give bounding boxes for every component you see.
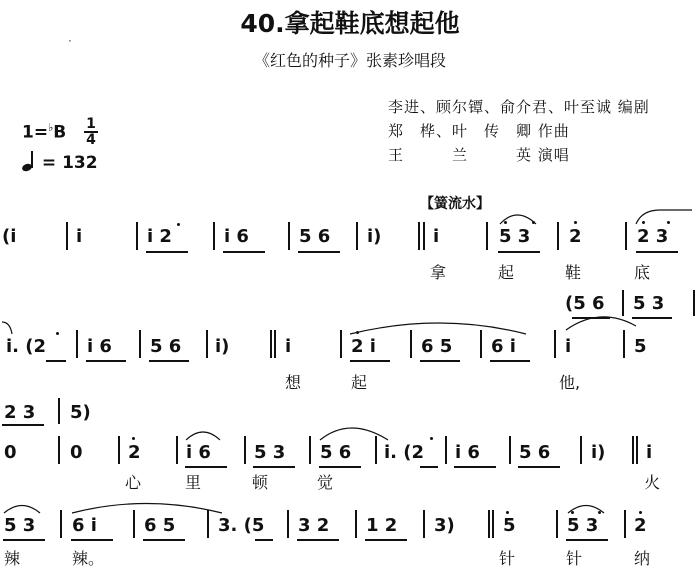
note-cell: 6 i [491,336,516,357]
note-cell: 5 3 [633,293,665,314]
note-cell: 1 2 [366,515,398,536]
note-cell: 3 2 [298,515,330,536]
barline [492,510,494,538]
barline [486,222,488,250]
octave-dot [356,331,359,334]
barline [375,436,377,464]
page-subtitle: 《红色的种子》张素珍唱段 [253,51,446,70]
octave-dot [574,221,577,224]
underline [185,466,227,468]
note-cell: 5 3 [254,442,286,463]
underline [454,466,496,468]
credit-singer: 王 兰 英 演唱 [388,146,570,164]
note-cell: 5 6 [320,442,352,463]
underline [2,424,44,426]
note-cell: 6 5 [421,336,453,357]
slur [320,428,388,440]
barline [580,436,582,464]
note-cell: 5 6 [519,442,551,463]
note-cell: 5 3 [499,226,531,247]
underline [223,251,265,253]
note-cell: i. (2 [6,336,47,357]
lyric-char: 火 [644,473,661,492]
note-cell: 5 6 [150,336,182,357]
barline [355,510,357,538]
underline [298,251,340,253]
underline [297,539,339,541]
underline [636,251,678,253]
note-cell: i 6 [87,336,112,357]
barline [693,290,695,316]
note-cell: i) [591,442,606,463]
credit-composers: 郑 桦、叶 传 卿 作曲 [388,122,570,140]
barline [625,222,627,250]
tempo-value: = 132 [41,153,98,173]
underline [572,317,610,319]
note-cell: i 2 [147,226,172,247]
underline [3,539,45,541]
barline [410,330,412,358]
barline [58,398,60,424]
note-cell: i 6 [224,226,249,247]
lyric-char: 辣。 [72,549,105,568]
underline [86,360,126,362]
underline [253,466,295,468]
barline [557,222,559,250]
barline [206,330,208,358]
barline [636,436,638,464]
lyric-char: 针 [566,549,583,568]
slur [566,317,636,330]
note-cell: i) [367,226,382,247]
underline [149,360,189,362]
note-cell: 2 [128,442,141,463]
note-cell: i) [215,336,230,357]
octave-dot [56,332,59,335]
barline [58,436,60,464]
barline [554,330,556,358]
barline [624,510,626,538]
octave-dot [430,437,433,440]
lyric-char: 鞋 [565,263,582,282]
note-cell: i [433,226,440,247]
note-cell: 2 i [351,336,376,357]
scan-mark: · [68,34,72,48]
meter-denominator: 4 [84,131,98,147]
lyric-char: 底 [634,263,651,282]
barline [622,290,624,316]
note-cell: 2 3 [637,226,669,247]
barline [556,510,558,538]
note-cell: i [285,336,292,357]
note-cell: (i [2,226,17,247]
barline [423,510,425,538]
underline [71,539,113,541]
underline [566,539,608,541]
slur [72,504,222,514]
underline [255,539,273,541]
octave-dot [571,511,574,514]
note-cell: 5) [70,402,91,423]
barline [480,330,482,358]
barline [60,510,62,538]
note-cell: 2 [634,515,647,536]
octave-dot [177,223,180,226]
note-cell: 6 5 [144,515,176,536]
note-cell: i 6 [186,442,211,463]
note-cell: 3) [434,515,455,536]
note-cell: i [565,336,572,357]
note-cell: i [646,442,653,463]
key-signature [22,121,66,143]
barline [274,330,276,358]
lyric-char: 觉 [317,473,334,492]
barline [445,436,447,464]
underline [143,539,185,541]
note-cell: 5 6 [299,226,331,247]
tempo-marking [22,151,98,173]
note-cell: 2 3 [4,402,36,423]
lyric-char: 心 [125,473,142,492]
underline [365,539,407,541]
page-title: 40.拿起鞋底想起他 [240,9,460,38]
underline [490,360,530,362]
note-cell: 3. (5 [218,515,265,536]
section-label: 【簧流水】 [420,196,490,212]
note-cell: (5 6 [565,293,605,314]
credit-writers: 李进、顾尔镡、俞介君、叶至诚 编剧 [388,98,650,116]
note-cell: 2 [569,226,582,247]
barline [623,330,625,358]
octave-dot [506,511,509,514]
underline [146,251,188,253]
barline [133,510,135,538]
note-cell: 5 [503,515,516,536]
lyric-char: 辣 [4,549,21,568]
underline [350,360,390,362]
underline [498,251,540,253]
barline [423,222,425,250]
slur [350,323,526,334]
barline [309,436,311,464]
note-cell: 6 i [72,515,97,536]
barline [287,510,289,538]
lyric-char: 针 [499,549,516,568]
flat-sign: ♭ [48,121,54,134]
barline [244,436,246,464]
note-cell: 5 3 [4,515,36,536]
barline [270,330,272,358]
lyric-char: 起 [498,263,515,282]
note-cell: i. (2 [384,442,425,463]
octave-dot [639,511,642,514]
lyric-char: 想 [285,373,302,392]
octave-dot [532,221,535,224]
barline [66,222,68,250]
underline [319,466,361,468]
lyric-char: 顿 [252,473,269,492]
quarter-note-icon [22,151,36,171]
barline [136,222,138,250]
octave-dot [132,437,135,440]
note-cell: i [76,226,83,247]
lyric-char: 他, [559,373,581,392]
barline [488,510,490,538]
barline [118,436,120,464]
barline [139,330,141,358]
slur [2,322,12,334]
note-cell: 0 [70,442,83,463]
underline [518,466,560,468]
lyric-char: 起 [351,373,368,392]
time-signature [84,117,98,147]
key-prefix: 1= [22,122,49,143]
lyric-char: 纳 [634,549,651,568]
slur [186,432,220,440]
octave-dot [598,511,601,514]
note-cell: i 6 [455,442,480,463]
octave-dot [642,221,645,224]
barline [207,510,209,538]
note-cell: 0 [4,442,17,463]
underline [420,466,438,468]
slur [4,506,40,514]
underline [46,360,66,362]
underline [632,317,672,319]
barline [176,436,178,464]
barline [418,222,420,250]
barline [288,222,290,250]
underline [420,360,460,362]
octave-dot [667,221,670,224]
octave-dot [504,221,507,224]
key-note: B [53,122,67,143]
barline [632,436,634,464]
meter-numerator: 1 [86,116,96,132]
barline [509,436,511,464]
lyric-char: 拿 [430,263,447,282]
note-cell: 5 3 [567,515,599,536]
barline [213,222,215,250]
barline [340,330,342,358]
note-cell: 5 [634,336,647,357]
barline [356,222,358,250]
lyric-char: 里 [185,473,202,492]
barline [76,330,78,358]
